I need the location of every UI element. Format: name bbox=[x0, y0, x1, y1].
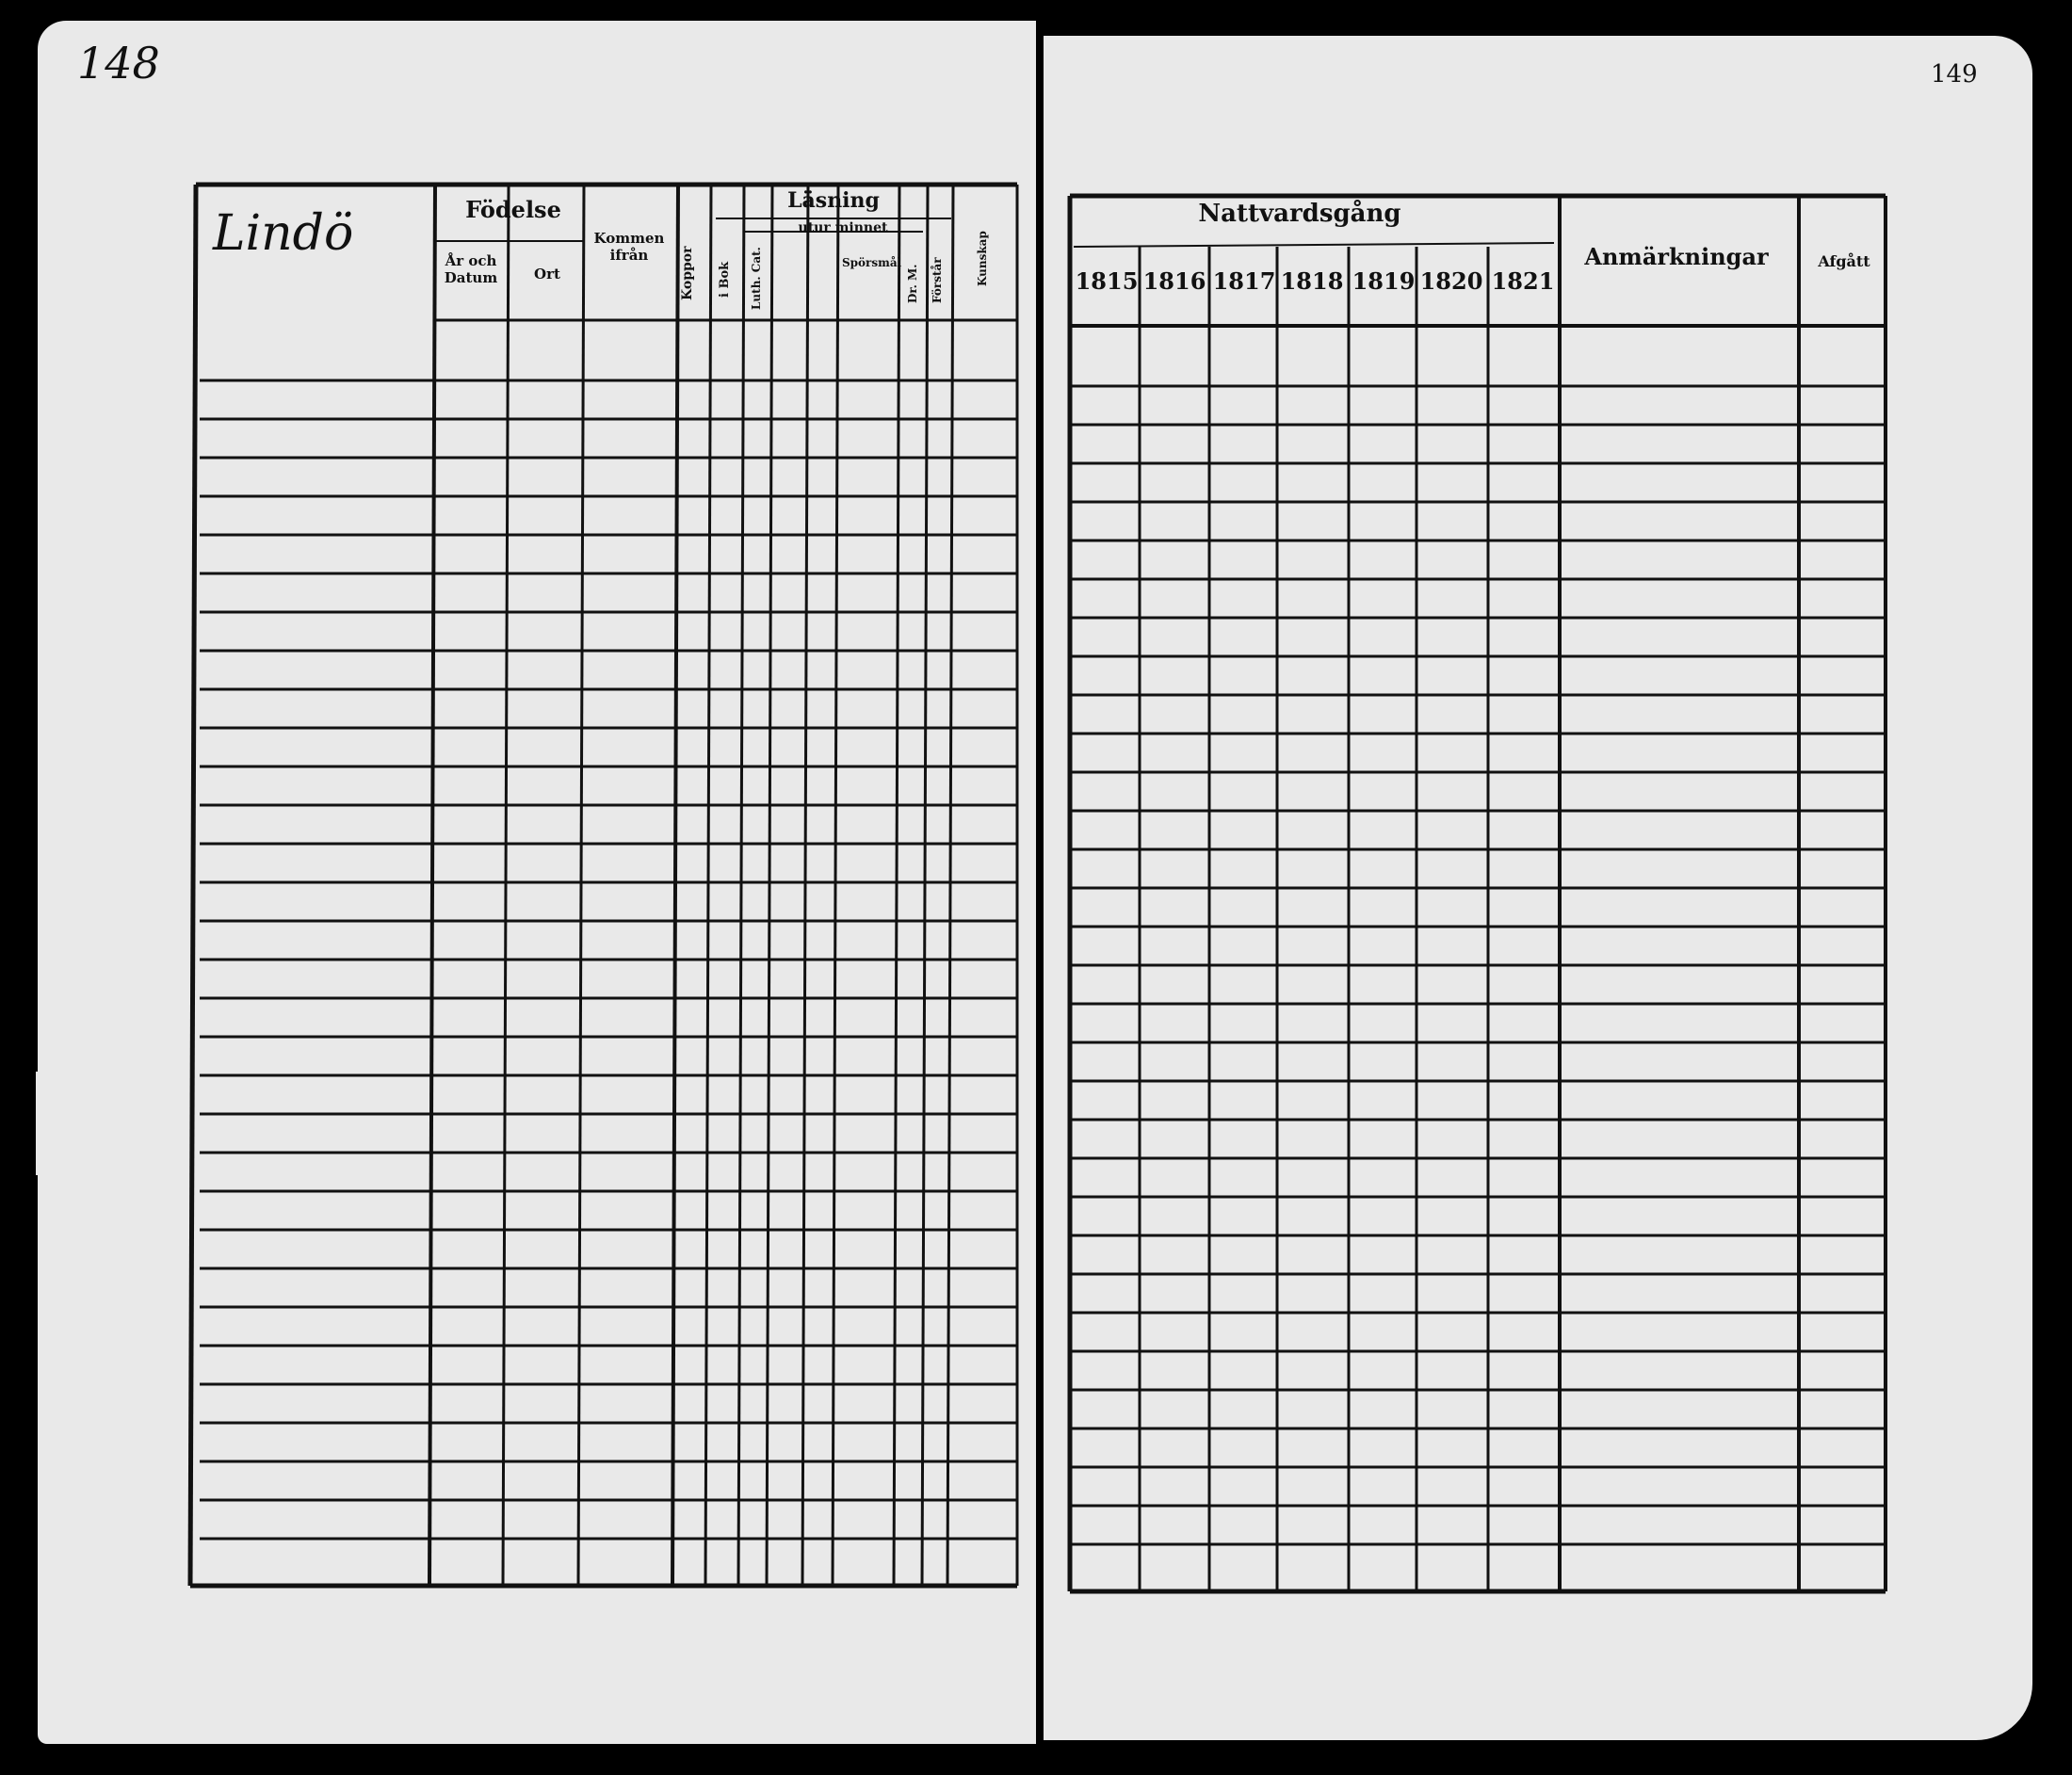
left-column-rule bbox=[767, 185, 772, 1586]
header-afgatt: Afgått bbox=[1818, 252, 1870, 270]
left-page-number: 148 bbox=[77, 38, 160, 89]
year-header-1820: 1820 bbox=[1419, 267, 1483, 295]
left-column-rule bbox=[672, 185, 678, 1586]
left-column-rule bbox=[947, 185, 953, 1586]
header-i-bok: i Bok bbox=[718, 261, 732, 299]
left-column-rule bbox=[429, 185, 435, 1586]
year-header-1818: 1818 bbox=[1280, 267, 1344, 295]
header-forstar: Förstår bbox=[931, 257, 944, 304]
header-koppor: Koppor bbox=[680, 246, 695, 300]
header-anmarkningar: Anmärkningar bbox=[1584, 243, 1769, 270]
header-ort: Ort bbox=[534, 266, 560, 282]
header-nattvardsgang: Nattvardsgång bbox=[1198, 200, 1401, 228]
header-kommen-ifran: Kommen ifrån bbox=[593, 230, 665, 264]
left-column-rule bbox=[705, 185, 711, 1586]
header-utur-minnet: utur minnet bbox=[798, 220, 888, 235]
year-header-1821: 1821 bbox=[1491, 267, 1555, 295]
parish-name: Lindö bbox=[213, 205, 354, 262]
year-header-1817: 1817 bbox=[1212, 267, 1276, 295]
year-header-1819: 1819 bbox=[1352, 267, 1416, 295]
year-header-1815: 1815 bbox=[1075, 267, 1139, 295]
left-column-rule bbox=[802, 185, 808, 1586]
right-page-number: 149 bbox=[1931, 60, 1978, 89]
header-kunskap: Kunskap bbox=[976, 231, 989, 287]
left-column-rule bbox=[833, 185, 838, 1586]
header-fodelse: Födelse bbox=[465, 196, 561, 223]
header-lasning: Läsning bbox=[787, 188, 880, 213]
left-table-left-border bbox=[190, 185, 196, 1586]
header-luth-cat: Luth. Cat. bbox=[750, 247, 763, 311]
header-ar-och-datum: År och Datum bbox=[444, 252, 498, 286]
year-header-1816: 1816 bbox=[1142, 267, 1206, 295]
left-column-rule bbox=[738, 185, 744, 1586]
left-column-rule bbox=[894, 185, 899, 1586]
nattvardsgang-underline bbox=[1074, 243, 1554, 247]
left-column-rule bbox=[922, 185, 928, 1586]
header-dr-m: Dr. M. bbox=[906, 264, 919, 303]
header-spors-mal: Spörsmål bbox=[842, 256, 902, 269]
left-column-rule bbox=[503, 185, 509, 1586]
left-column-rule bbox=[578, 185, 584, 1586]
